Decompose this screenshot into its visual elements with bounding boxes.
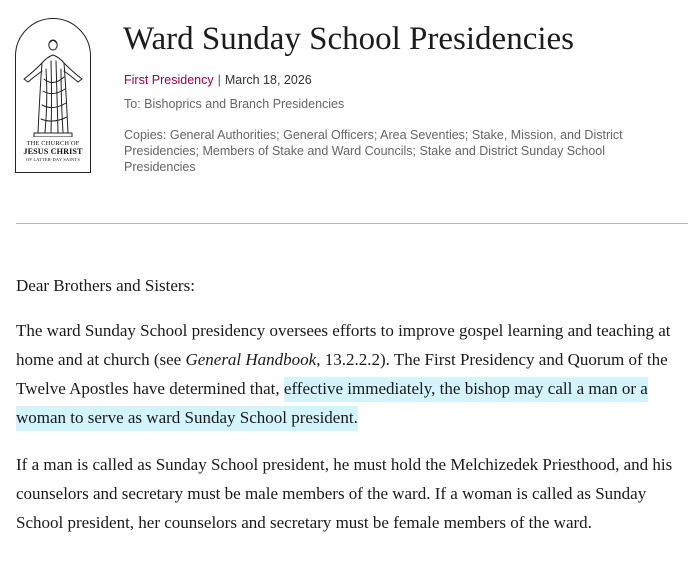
- logo-line-3: OF LATTER-DAY SAINTS: [26, 156, 80, 162]
- handbook-reference: General Handbook: [185, 350, 317, 369]
- paragraph-2: If a man is called as Sunday School president, he must hold the Melchizedek Priesthood, and his counselors and secretary must be male members of the ward. If a woman is called as Sunday School president, her counselors and secretary must be female members of the ward.: [16, 455, 673, 532]
- christus-statue-icon: [20, 29, 86, 137]
- paragraph-1-middle: , 13.2.2.2). The First Presidency and Quorum of the Twelve Apostles have determined that,: [16, 350, 668, 398]
- highlighted-text: effective immediately, the bishop may call a man or a woman to serve as ward Sunday School president.: [16, 377, 648, 431]
- copies-list: Copies: General Authorities; General Officers; Area Seventies; Stake, Mission, and District Presidencies; Members of Stake and Ward Councils; Stake and District Sunday School Presidencies: [124, 128, 623, 174]
- logo-line-1: THE CHURCH OF: [26, 140, 80, 147]
- salutation: Dear Brothers and Sisters:: [16, 276, 195, 295]
- paragraph-1-intro: The ward Sunday School presidency oversees efforts to improve gospel learning and teaching at home and at church (see: [16, 321, 671, 369]
- publish-date: March 18, 2026: [224, 73, 312, 87]
- byline-separator: |: [217, 73, 221, 87]
- church-name: [16, 141, 90, 162]
- church-logo: [15, 18, 91, 173]
- page-title: Ward Sunday School Presidencies: [123, 21, 575, 57]
- recipients: To: Bishoprics and Branch Presidencies: [124, 97, 345, 111]
- author-link[interactable]: First Presidency: [124, 73, 214, 87]
- byline: [124, 72, 312, 88]
- divider: [16, 223, 688, 224]
- logo-line-2: JESUS CHRIST: [23, 147, 83, 157]
- paragraph-1: [16, 316, 688, 432]
